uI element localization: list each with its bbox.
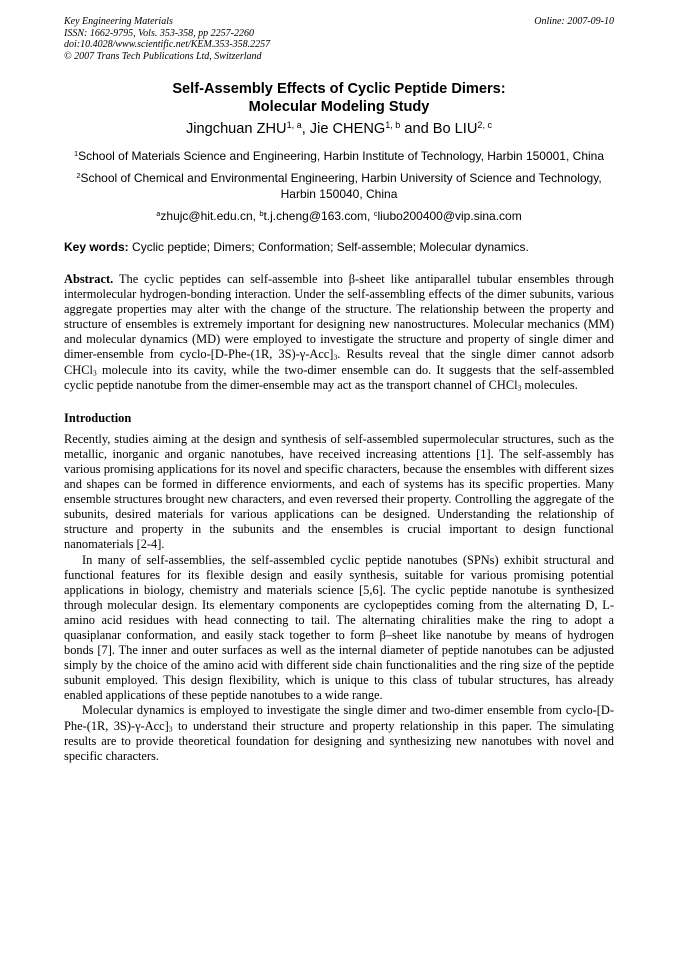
affiliation-2: $^2$School of Chemical and Environmental Engineering, Harbin University of Science and Technology, Harbin 150040, China	[76, 170, 602, 201]
title-line-2: Molecular Modeling Study	[248, 99, 430, 115]
email-link[interactable]: zhujc@hit.edu.cn	[160, 209, 253, 223]
journal-doi: doi:10.4028/www.scientific.net/KEM.353-358.2257	[64, 39, 271, 50]
paper-title	[64, 80, 614, 116]
keywords	[64, 239, 614, 255]
affiliation-1: $^1$School of Materials Science and Engineering, Harbin Institute of Technology, Harbin 150001, China	[73, 148, 605, 163]
email-link[interactable]: t.j.cheng@163.com	[263, 209, 368, 223]
journal-header	[64, 16, 614, 62]
author-emails: $^a$zhujc@hit.edu.cn, $^b$t.j.cheng@163.com, $^c$liubo200400@vip.sina.com	[156, 208, 522, 223]
journal-name: Key Engineering Materials	[64, 16, 173, 27]
author-name: Bo LIU	[432, 121, 478, 137]
author-name: Jingchuan ZHU	[186, 121, 287, 137]
email-link[interactable]: liubo200400@vip.sina.com	[377, 209, 522, 223]
keywords-label: Key words:	[64, 240, 129, 254]
online-date: Online: 2007-09-10	[534, 16, 614, 27]
keywords-text: Cyclic peptide; Dimers; Conformation; Self-assemble; Molecular dynamics.	[132, 240, 529, 254]
journal-issn: ISSN: 1662-9795, Vols. 353-358, pp 2257-2260	[64, 27, 254, 39]
section-heading-introduction: Introduction	[64, 410, 132, 425]
author-marker: 2, c	[477, 120, 492, 131]
journal-copyright: © 2007 Trans Tech Publications Ltd, Switzerland	[64, 50, 262, 62]
author-marker: 1, a	[286, 120, 302, 131]
author-name: Jie CHENG	[309, 121, 386, 137]
intro-paragraph-2: In many of self-assemblies, the self-assembled cyclic peptide nanotubes (SPNs) exhibit structural and functional features for its flexible design and easily synthesis, suitable for various promising potential applications in biology, chemistry and materials science [5,6]. The cyclic peptide nanotube is synthesized through molecular design. Its elementary components are cyclopeptides coming from the alternating D, L-amino acid residues with head connecting to tail. The alternating chiralities make the ring to adopt a quasiplanar conformation, and easily stack together to form β–sheet like nanotube by means of hydrogen bonds [7]. The inner and outer surfaces as well as the internal diameter of peptide nanotubes can be adjusted simply by the choice of the amino acid with different side chain functionalities and the ring size of the peptide subunit employed. This design flexibility, which is unique to this class of tubular structures, has already enabled applications of these peptide nanotubes to a wide range.	[64, 552, 614, 703]
author-marker: 1, b	[385, 120, 401, 131]
intro-paragraph-3: Molecular dynamics is employed to investigate the single dimer and two-dimer ensemble from cyclo-[D-Phe-(1R, $3S)-\gamma-Acc]_3$ to understand their structure and property relationship in this paper. The simulating results are to provide theoretical foundation for designing and synthesizing new nanotubes with novel and specific characters.	[64, 703, 615, 763]
intro-paragraph-1: Recently, studies aiming at the design and synthesis of self-assembled supermolecular structures, such as the metallic, inorganic and organic nanotubes, have received increasing attentions [1]. The self-assembly has various promising applications for its novel and specific characters, because the ensembles with different sizes and shapes can be formed in difference enviorments, and each of systems has its specific properties. Many ensemble structures brought new characters, and even reversed their property. Controlling the aggregate of the subunits, desired materials for various applications can be designed. Understanding the relationship of structure and property in the subunits and the ensembles is crucial important to design functional nanomaterials [2-4].	[64, 431, 614, 552]
title-line-1: Self-Assembly Effects of Cyclic Peptide Dimers:	[172, 81, 506, 97]
abstract-label: Abstract.	[64, 272, 114, 286]
abstract: Abstract. The cyclic peptides can self-assemble into β-sheet like antiparallel tubular ensembles through intermolecular hydrogen-bonding interaction. Under the self-assembling effects of the dimer subunits, various aggregate properties may alter with the change of the structure. The relationship between the property and structure of ensembles is extremely important for designing new nanostructures. Molecular mechanics (MM) and molecular dynamics (MD) were employed to investigate the structure and property of single dimer and dimer-ensemble from cyclo-[D-Phe-(1R, $3S)-\gamma-Acc]_3$. Results reveal that the single dimer cannot adsorb CHCl$_3$ molecule into its cavity, while the two-dimer ensemble can do. It suggests that the self-assembled cyclic peptide nanotube from the dimer-ensemble may act as the transport channel of CHCl$_3$ molecules.	[64, 272, 614, 393]
author-list: Jingchuan ZHU$^{1, a}$, Jie CHENG$^{1, b}$ and Bo LIU$^{2, c}$	[186, 120, 492, 137]
